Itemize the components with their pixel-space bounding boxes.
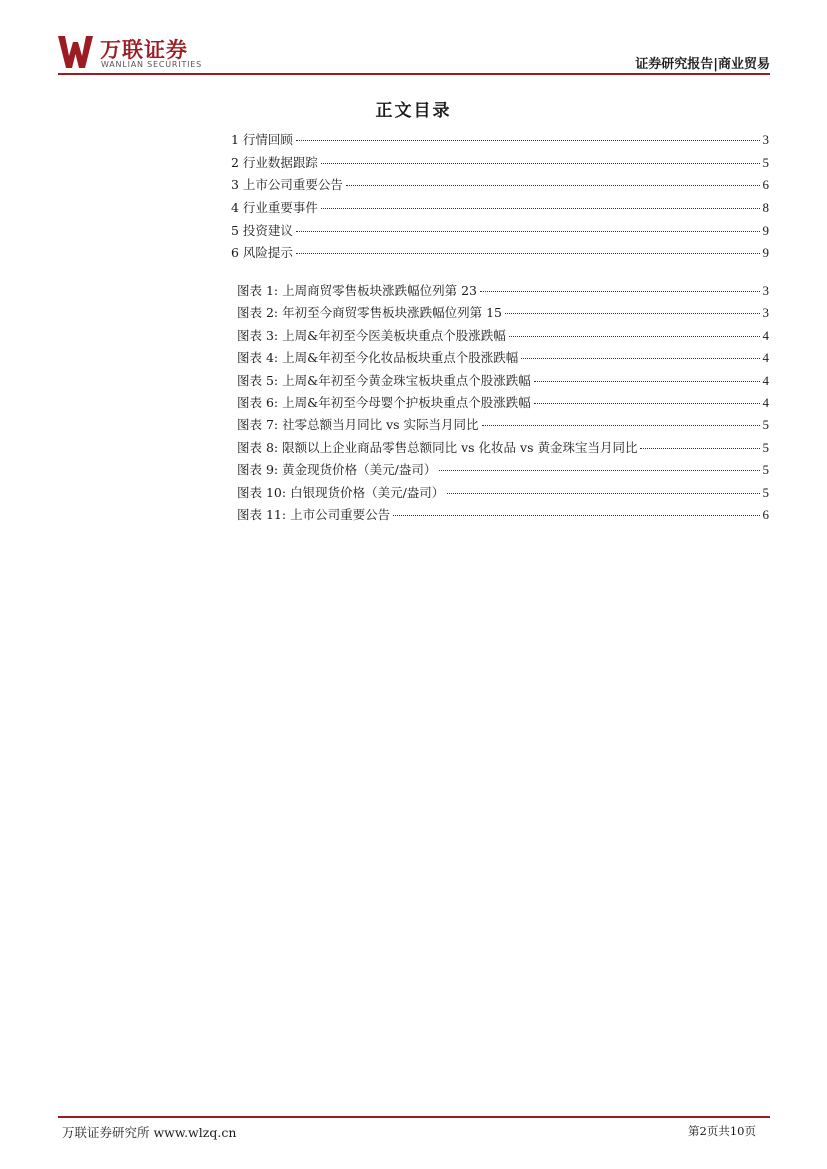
figure-entry[interactable] [237,483,769,505]
figure-entry-label: 图表 9: 黄金现货价格（美元/盎司） [237,462,437,478]
figure-entry[interactable] [237,393,769,415]
figure-entry[interactable] [237,505,769,527]
toc-entry-label: 5 投资建议 [231,222,293,238]
dot-leader [640,448,759,449]
footer-divider [58,1116,770,1118]
figure-entry-label: 图表 6: 上周&年初至今母婴个护板块重点个股涨跌幅 [237,394,531,410]
dot-leader [482,425,760,426]
logo-chinese-name: 万联证券 [100,38,188,62]
toc-entry-label: 1 行情回顾 [231,132,293,147]
dot-leader [296,140,760,141]
figure-entry-page: 4 [762,327,769,343]
company-logo [58,34,228,72]
figure-entry-label: 图表 10: 白银现货价格（美元/盎司） [237,484,445,500]
toc-entry-page: 6 [762,177,769,193]
toc-entry-label: 3 上市公司重要公告 [231,177,343,193]
dot-leader [321,208,760,209]
table-of-contents [231,130,769,266]
dot-leader [393,515,759,516]
figure-entry-label: 图表 4: 上周&年初至今化妆品板块重点个股涨跌幅 [237,350,519,366]
toc-entry[interactable] [231,153,769,176]
dot-leader [480,291,760,292]
figure-entry-page: 3 [762,283,769,298]
dot-leader [521,358,759,359]
dot-leader [321,163,760,164]
logo-english-name: WANLIAN SECURITIES [101,60,203,69]
figure-entry-page: 5 [762,462,769,478]
footer-source: 万联证券研究所 www.wlzq.cn [62,1125,237,1140]
page-title: 正文目录 [375,101,452,121]
figure-entry-page: 5 [762,417,769,433]
dot-leader [296,253,760,254]
figure-entry-page: 4 [762,350,769,366]
toc-entry[interactable] [231,221,769,244]
figure-entry[interactable] [237,348,769,370]
figure-entry[interactable] [237,438,769,460]
figure-entry-page: 4 [762,372,769,388]
toc-entry[interactable] [231,130,769,153]
figure-entry[interactable] [237,371,769,393]
toc-entry-label: 2 行业数据跟踪 [231,154,318,170]
figure-entry-page: 4 [762,394,769,410]
toc-entry[interactable] [231,243,769,266]
figure-entry-label: 图表 8: 限额以上企业商品零售总额同比 vs 化妆品 vs 黄金珠宝当月同比 [237,439,638,455]
figure-entry-label: 图表 5: 上周&年初至今黄金珠宝板块重点个股涨跌幅 [237,372,531,388]
figure-entry-label: 图表 2: 年初至今商贸零售板块涨跌幅位列第 15 [237,305,502,321]
dot-leader [505,313,760,314]
figure-entry[interactable] [237,303,769,325]
header-divider [58,73,770,75]
figure-list [237,281,769,527]
dot-leader [534,381,760,382]
toc-entry-page: 9 [762,222,769,238]
dot-leader [534,403,760,404]
figure-entry-label: 图表 1: 上周商贸零售板块涨跌幅位列第 23 [237,283,477,298]
figure-entry-label: 图表 7: 社零总额当月同比 vs 实际当月同比 [237,417,479,433]
figure-entry-page: 3 [762,305,769,321]
dot-leader [509,336,760,337]
toc-entry-page: 9 [762,245,769,261]
toc-entry-page: 8 [762,200,769,216]
figure-entry-page: 5 [762,439,769,455]
wanlian-logo-icon [58,36,94,68]
figure-entry[interactable] [237,326,769,348]
toc-entry-page: 5 [762,154,769,170]
figure-entry-page: 5 [762,484,769,500]
dot-leader [346,185,760,186]
figure-entry[interactable] [237,281,769,303]
toc-entry-label: 6 风险提示 [231,245,293,261]
figure-entry[interactable] [237,415,769,437]
toc-entry-page: 3 [762,132,769,147]
report-category-tag: 证券研究报告|商业贸易 [635,57,770,72]
toc-entry[interactable] [231,175,769,198]
page-number: 第2页共10页 [688,1124,756,1138]
dot-leader [439,470,759,471]
dot-leader [296,231,760,232]
page-header [58,34,770,74]
figure-entry[interactable] [237,460,769,482]
dot-leader [447,493,759,494]
toc-entry-label: 4 行业重要事件 [231,200,318,216]
figure-entry-label: 图表 3: 上周&年初至今医美板块重点个股涨跌幅 [237,327,506,343]
toc-entry[interactable] [231,198,769,221]
figure-entry-page: 6 [762,506,769,522]
figure-entry-label: 图表 11: 上市公司重要公告 [237,506,391,522]
